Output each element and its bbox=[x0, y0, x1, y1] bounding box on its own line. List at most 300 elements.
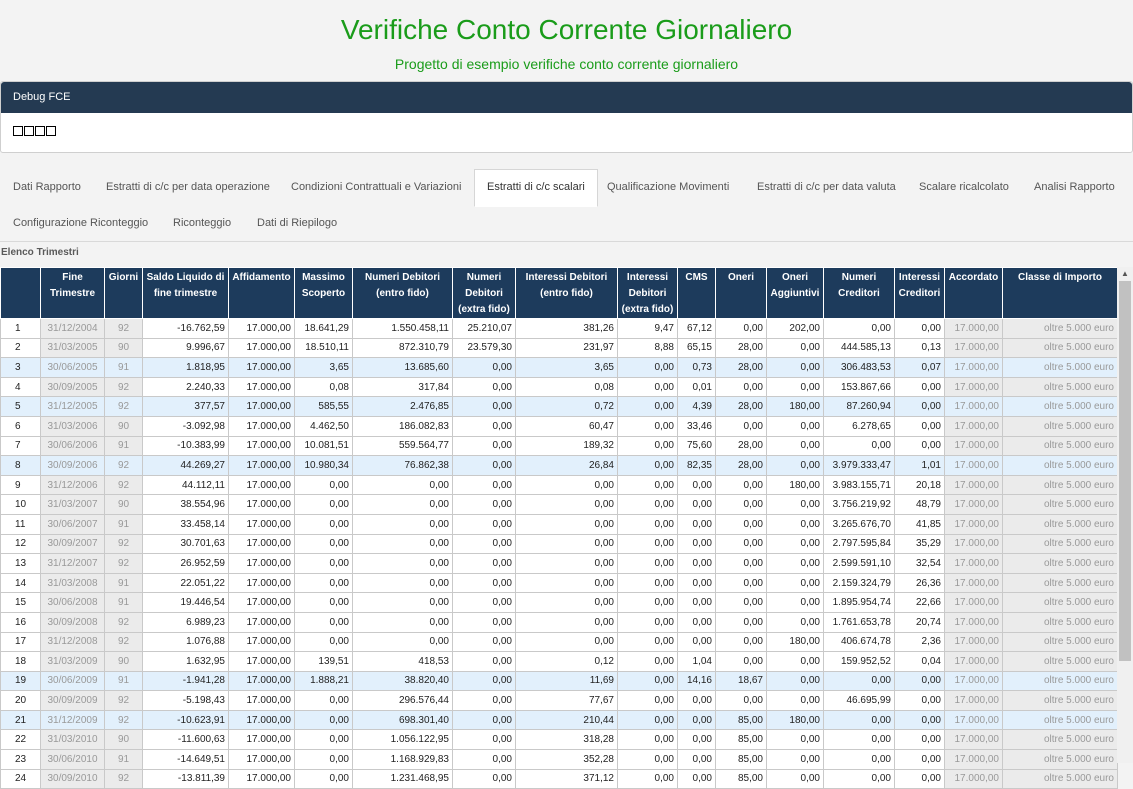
table-cell: 17.000,00 bbox=[229, 514, 295, 534]
column-header[interactable]: Numeri Creditori bbox=[824, 268, 895, 319]
table-cell: oltre 5.000 euro bbox=[1003, 495, 1118, 515]
table-cell: 0,00 bbox=[678, 593, 716, 613]
table-cell: 0,00 bbox=[453, 593, 516, 613]
table-cell: 30/09/2007 bbox=[41, 534, 105, 554]
table-cell: 38.820,40 bbox=[353, 671, 453, 691]
table-cell: 0,00 bbox=[453, 769, 516, 789]
table-cell: 559.564,77 bbox=[353, 436, 453, 456]
table-cell: 44.112,11 bbox=[143, 475, 229, 495]
table-cell: 1 bbox=[1, 319, 41, 339]
table-cell: -14.649,51 bbox=[143, 750, 229, 770]
column-header[interactable]: Classe di Importo bbox=[1003, 268, 1118, 319]
table-cell: 46.695,99 bbox=[824, 691, 895, 711]
table-cell: 180,00 bbox=[767, 632, 824, 652]
table-cell: 3.756.219,92 bbox=[824, 495, 895, 515]
column-header[interactable]: Fine Trimestre bbox=[41, 268, 105, 319]
table-cell: 17.000,00 bbox=[945, 612, 1003, 632]
table-cell: 33.458,14 bbox=[143, 514, 229, 534]
tab-riconteggio[interactable]: Riconteggio bbox=[173, 217, 232, 229]
table-cell: 17.000,00 bbox=[229, 632, 295, 652]
column-header[interactable]: CMS bbox=[678, 268, 716, 319]
table-cell: 17.000,00 bbox=[945, 671, 1003, 691]
table-cell: 30/09/2008 bbox=[41, 612, 105, 632]
table-row[interactable] bbox=[1, 397, 1118, 417]
table-cell: 17.000,00 bbox=[945, 475, 1003, 495]
table-cell: 23.579,30 bbox=[453, 338, 516, 358]
scrollbar-thumb[interactable] bbox=[1119, 281, 1131, 661]
table-cell: 0,00 bbox=[295, 730, 353, 750]
table-cell: 1.818,95 bbox=[143, 358, 229, 378]
table-cell: 11,69 bbox=[516, 671, 618, 691]
table-cell: 22,66 bbox=[895, 593, 945, 613]
table-cell: 17.000,00 bbox=[945, 358, 1003, 378]
table-cell: 0,00 bbox=[516, 612, 618, 632]
table-cell: 406.674,78 bbox=[824, 632, 895, 652]
table-cell: 0,00 bbox=[618, 554, 678, 574]
column-header[interactable]: Accordato bbox=[945, 268, 1003, 319]
table-cell: 0,00 bbox=[767, 456, 824, 476]
table-row[interactable] bbox=[1, 730, 1118, 750]
table-cell: 0,00 bbox=[716, 632, 767, 652]
table-cell: 0,00 bbox=[353, 593, 453, 613]
table-row[interactable] bbox=[1, 710, 1118, 730]
table-cell: 0,13 bbox=[895, 338, 945, 358]
table-row[interactable] bbox=[1, 652, 1118, 672]
table-cell: 0,00 bbox=[453, 456, 516, 476]
table-cell: -10.383,99 bbox=[143, 436, 229, 456]
table-cell: 0,00 bbox=[453, 377, 516, 397]
table-cell: 0,00 bbox=[895, 730, 945, 750]
table-cell: 17.000,00 bbox=[945, 377, 1003, 397]
scroll-up-icon[interactable]: ▲ bbox=[1121, 269, 1129, 278]
table-cell: 0,00 bbox=[678, 495, 716, 515]
table-cell: 28,00 bbox=[716, 456, 767, 476]
table-cell: 0,00 bbox=[678, 554, 716, 574]
table-cell: 0,00 bbox=[767, 671, 824, 691]
table-cell: 0,00 bbox=[295, 750, 353, 770]
debug-panel bbox=[0, 81, 1133, 153]
table-cell: 31/03/2010 bbox=[41, 730, 105, 750]
table-cell: 91 bbox=[105, 514, 143, 534]
table-cell: 159.952,52 bbox=[824, 652, 895, 672]
table-cell: 91 bbox=[105, 750, 143, 770]
table-cell: 180,00 bbox=[767, 475, 824, 495]
table-cell: 25.210,07 bbox=[453, 319, 516, 339]
table-cell: 0,00 bbox=[353, 475, 453, 495]
table-cell: 698.301,40 bbox=[353, 710, 453, 730]
table-cell: 0,00 bbox=[716, 377, 767, 397]
table-cell: 0,00 bbox=[716, 416, 767, 436]
table-cell: 0,00 bbox=[767, 377, 824, 397]
table-cell: oltre 5.000 euro bbox=[1003, 534, 1118, 554]
table-cell: 0,00 bbox=[353, 514, 453, 534]
table-cell: -3.092,98 bbox=[143, 416, 229, 436]
table-cell: 8 bbox=[1, 456, 41, 476]
table-cell: 1.632,95 bbox=[143, 652, 229, 672]
table-cell: 17 bbox=[1, 632, 41, 652]
table-cell: 0,00 bbox=[767, 338, 824, 358]
table-cell: 0,07 bbox=[895, 358, 945, 378]
table-cell: 0,00 bbox=[716, 475, 767, 495]
table-cell: 23 bbox=[1, 750, 41, 770]
table-cell: 90 bbox=[105, 338, 143, 358]
table-cell: 3.979.333,47 bbox=[824, 456, 895, 476]
table-cell: 0,00 bbox=[767, 750, 824, 770]
table-cell: 28,00 bbox=[716, 397, 767, 417]
table-cell: 0,00 bbox=[295, 475, 353, 495]
table-cell: 0,00 bbox=[767, 514, 824, 534]
table-cell: 17.000,00 bbox=[229, 573, 295, 593]
table-cell: oltre 5.000 euro bbox=[1003, 475, 1118, 495]
table-cell: 0,00 bbox=[516, 632, 618, 652]
tab-dati-riepilogo[interactable]: Dati di Riepilogo bbox=[257, 217, 338, 229]
table-row[interactable] bbox=[1, 691, 1118, 711]
table-cell: 30/09/2010 bbox=[41, 769, 105, 789]
table-row[interactable] bbox=[1, 612, 1118, 632]
table-row[interactable] bbox=[1, 436, 1118, 456]
table-cell: 0,00 bbox=[453, 554, 516, 574]
table-cell: 92 bbox=[105, 691, 143, 711]
table-cell: 0,00 bbox=[618, 397, 678, 417]
table-cell: 1.550.458,11 bbox=[353, 319, 453, 339]
table-row[interactable] bbox=[1, 632, 1118, 652]
table-cell: 4 bbox=[1, 377, 41, 397]
table-cell: 35,29 bbox=[895, 534, 945, 554]
table-cell: 0,00 bbox=[767, 769, 824, 789]
table-cell: 0,00 bbox=[618, 769, 678, 789]
table-row[interactable] bbox=[1, 358, 1118, 378]
table-row[interactable] bbox=[1, 514, 1118, 534]
table-cell: 17.000,00 bbox=[945, 710, 1003, 730]
table-cell: oltre 5.000 euro bbox=[1003, 652, 1118, 672]
table-cell: 0,00 bbox=[895, 671, 945, 691]
tab-condizioni-contrattuali[interactable]: Condizioni Contrattuali e Variazioni bbox=[291, 181, 462, 193]
table-cell: 0,12 bbox=[516, 652, 618, 672]
table-cell: 2 bbox=[1, 338, 41, 358]
table-cell: 0,00 bbox=[767, 416, 824, 436]
table-cell: 0,00 bbox=[716, 691, 767, 711]
tab-estratti-data-valuta[interactable]: Estratti di c/c per data valuta bbox=[757, 181, 896, 193]
table-cell: 17.000,00 bbox=[945, 652, 1003, 672]
table-cell: 30/06/2006 bbox=[41, 436, 105, 456]
table-cell: 0,00 bbox=[453, 475, 516, 495]
table-cell: 92 bbox=[105, 456, 143, 476]
table-cell: 17.000,00 bbox=[945, 495, 1003, 515]
table-cell: 31/03/2007 bbox=[41, 495, 105, 515]
table-cell: 17.000,00 bbox=[229, 730, 295, 750]
table-cell: 1.168.929,83 bbox=[353, 750, 453, 770]
table-cell: oltre 5.000 euro bbox=[1003, 632, 1118, 652]
table-cell: 0,00 bbox=[618, 632, 678, 652]
table-cell: 0,00 bbox=[618, 593, 678, 613]
table-cell: 0,00 bbox=[353, 612, 453, 632]
column-header[interactable]: Interessi Creditori bbox=[895, 268, 945, 319]
table-cell: oltre 5.000 euro bbox=[1003, 730, 1118, 750]
column-header[interactable]: Interessi Debitori (entro fido) bbox=[516, 268, 618, 319]
table-row[interactable] bbox=[1, 456, 1118, 476]
table-cell: oltre 5.000 euro bbox=[1003, 514, 1118, 534]
table-row[interactable] bbox=[1, 319, 1118, 339]
table-cell: 17.000,00 bbox=[229, 710, 295, 730]
table-cell: 20,18 bbox=[895, 475, 945, 495]
table-cell: 0,00 bbox=[295, 554, 353, 574]
column-header[interactable]: Saldo Liquido di fine trimestre bbox=[143, 268, 229, 319]
table-cell: oltre 5.000 euro bbox=[1003, 769, 1118, 789]
table-cell: 13 bbox=[1, 554, 41, 574]
table-cell: 0,00 bbox=[453, 730, 516, 750]
table-cell: 5 bbox=[1, 397, 41, 417]
table-cell: 0,00 bbox=[618, 671, 678, 691]
table-cell: 585,55 bbox=[295, 397, 353, 417]
table-row[interactable] bbox=[1, 671, 1118, 691]
table-cell: 0,00 bbox=[678, 475, 716, 495]
table-cell: 17.000,00 bbox=[229, 534, 295, 554]
table-cell: 60,47 bbox=[516, 416, 618, 436]
table-cell: 17.000,00 bbox=[945, 769, 1003, 789]
table-cell: 377,57 bbox=[143, 397, 229, 417]
table-cell: 17.000,00 bbox=[945, 632, 1003, 652]
table-cell: 17.000,00 bbox=[229, 652, 295, 672]
table-cell: 0,00 bbox=[895, 397, 945, 417]
table-row[interactable] bbox=[1, 475, 1118, 495]
table-cell: 30/09/2005 bbox=[41, 377, 105, 397]
column-header[interactable]: Massimo Scoperto bbox=[295, 268, 353, 319]
table-cell: oltre 5.000 euro bbox=[1003, 710, 1118, 730]
table-cell: 0,00 bbox=[618, 534, 678, 554]
table-cell: 0,00 bbox=[618, 750, 678, 770]
table-cell: 0,00 bbox=[453, 436, 516, 456]
table-cell: 0,00 bbox=[618, 573, 678, 593]
table-cell: 31/03/2005 bbox=[41, 338, 105, 358]
tab-estratti-data-operazione[interactable]: Estratti di c/c per data operazione bbox=[106, 181, 270, 193]
table-cell: 0,00 bbox=[824, 319, 895, 339]
table-cell: 872.310,79 bbox=[353, 338, 453, 358]
table-cell: 0,00 bbox=[295, 612, 353, 632]
table-cell: 153.867,66 bbox=[824, 377, 895, 397]
column-header[interactable]: Numeri Debitori (entro fido) bbox=[353, 268, 453, 319]
table-cell: 0,00 bbox=[678, 750, 716, 770]
table-cell: 17.000,00 bbox=[229, 769, 295, 789]
column-header[interactable]: Giorni bbox=[105, 268, 143, 319]
table-cell: 0,00 bbox=[618, 436, 678, 456]
table-cell: 91 bbox=[105, 573, 143, 593]
table-row[interactable] bbox=[1, 769, 1118, 789]
table-cell: oltre 5.000 euro bbox=[1003, 691, 1118, 711]
table-cell: 17.000,00 bbox=[229, 593, 295, 613]
table-cell: 48,79 bbox=[895, 495, 945, 515]
table-cell: 0,00 bbox=[824, 769, 895, 789]
table-cell: 17.000,00 bbox=[945, 416, 1003, 436]
table-cell: 0,00 bbox=[516, 475, 618, 495]
table-cell: 30/06/2008 bbox=[41, 593, 105, 613]
table-cell: 92 bbox=[105, 554, 143, 574]
table-cell: 2.159.324,79 bbox=[824, 573, 895, 593]
table-scrollbar[interactable] bbox=[1117, 267, 1133, 763]
table-cell: 3.265.676,70 bbox=[824, 514, 895, 534]
table-cell: 352,28 bbox=[516, 750, 618, 770]
table-cell: 17.000,00 bbox=[945, 593, 1003, 613]
column-header[interactable]: Oneri bbox=[716, 268, 767, 319]
table-cell: 17.000,00 bbox=[229, 554, 295, 574]
table-cell: 1.761.653,78 bbox=[824, 612, 895, 632]
table-cell: 17.000,00 bbox=[229, 358, 295, 378]
table-cell: 65,15 bbox=[678, 338, 716, 358]
table-cell: 0,00 bbox=[516, 593, 618, 613]
table-cell: oltre 5.000 euro bbox=[1003, 338, 1118, 358]
table-cell: 0,00 bbox=[824, 750, 895, 770]
table-cell: 13.685,60 bbox=[353, 358, 453, 378]
table-cell: 17.000,00 bbox=[945, 730, 1003, 750]
table-cell: oltre 5.000 euro bbox=[1003, 612, 1118, 632]
table-cell: 0,00 bbox=[353, 495, 453, 515]
table-cell: 186.082,83 bbox=[353, 416, 453, 436]
table-cell: 0,00 bbox=[618, 475, 678, 495]
trimestri-table-container[interactable] bbox=[0, 267, 1117, 785]
table-cell: 17.000,00 bbox=[945, 338, 1003, 358]
debug-panel-title: Debug FCE bbox=[1, 82, 1132, 113]
table-cell: 10.081,51 bbox=[295, 436, 353, 456]
table-cell: 26,36 bbox=[895, 573, 945, 593]
tab-configurazione-riconteggio[interactable]: Configurazione Riconteggio bbox=[13, 217, 149, 229]
table-cell: 0,00 bbox=[716, 612, 767, 632]
table-cell: 28,00 bbox=[716, 436, 767, 456]
table-cell: oltre 5.000 euro bbox=[1003, 573, 1118, 593]
table-cell: 1,04 bbox=[678, 652, 716, 672]
table-row[interactable] bbox=[1, 593, 1118, 613]
table-cell: 17.000,00 bbox=[945, 534, 1003, 554]
table-cell: 189,32 bbox=[516, 436, 618, 456]
tab-dati-rapporto[interactable]: Dati Rapporto bbox=[13, 181, 81, 193]
table-cell: 26,84 bbox=[516, 456, 618, 476]
table-cell: 0,00 bbox=[716, 534, 767, 554]
table-cell: 19 bbox=[1, 671, 41, 691]
table-row[interactable] bbox=[1, 377, 1118, 397]
table-cell: 31/12/2009 bbox=[41, 710, 105, 730]
table-cell: 31/12/2005 bbox=[41, 397, 105, 417]
tab-estratti-scalari[interactable]: Estratti di c/c scalari bbox=[474, 169, 598, 207]
table-cell: 0,00 bbox=[678, 769, 716, 789]
table-cell: 17.000,00 bbox=[229, 495, 295, 515]
table-cell: 15 bbox=[1, 593, 41, 613]
table-cell: 318,28 bbox=[516, 730, 618, 750]
table-cell: 10 bbox=[1, 495, 41, 515]
table-cell: 20 bbox=[1, 691, 41, 711]
table-row[interactable] bbox=[1, 416, 1118, 436]
table-cell: 202,00 bbox=[767, 319, 824, 339]
table-cell: 0,00 bbox=[453, 691, 516, 711]
table-cell: 0,00 bbox=[353, 573, 453, 593]
table-cell: 0,72 bbox=[516, 397, 618, 417]
table-cell: 317,84 bbox=[353, 377, 453, 397]
table-cell: 0,00 bbox=[895, 436, 945, 456]
table-cell: oltre 5.000 euro bbox=[1003, 377, 1118, 397]
table-row[interactable] bbox=[1, 338, 1118, 358]
tab-scalare-ricalcolato[interactable]: Scalare ricalcolato bbox=[919, 181, 1009, 193]
table-cell: 0,00 bbox=[678, 573, 716, 593]
table-cell: 77,67 bbox=[516, 691, 618, 711]
table-cell: 17.000,00 bbox=[229, 750, 295, 770]
table-cell: -5.198,43 bbox=[143, 691, 229, 711]
table-cell: 91 bbox=[105, 593, 143, 613]
table-row[interactable] bbox=[1, 750, 1118, 770]
table-cell: 0,00 bbox=[453, 710, 516, 730]
table-cell: 85,00 bbox=[716, 769, 767, 789]
table-cell: 30/09/2009 bbox=[41, 691, 105, 711]
table-row[interactable] bbox=[1, 554, 1118, 574]
table-cell: 1,01 bbox=[895, 456, 945, 476]
table-cell: 12 bbox=[1, 534, 41, 554]
table-cell: 30/06/2010 bbox=[41, 750, 105, 770]
table-cell: 19.446,54 bbox=[143, 593, 229, 613]
table-cell: 38.554,96 bbox=[143, 495, 229, 515]
table-cell: 9 bbox=[1, 475, 41, 495]
table-cell: 0,00 bbox=[516, 534, 618, 554]
table-row[interactable] bbox=[1, 534, 1118, 554]
table-cell: 90 bbox=[105, 416, 143, 436]
table-cell: 0,00 bbox=[453, 671, 516, 691]
table-cell: 2.240,33 bbox=[143, 377, 229, 397]
table-cell: 18 bbox=[1, 652, 41, 672]
table-cell: 90 bbox=[105, 730, 143, 750]
table-cell: 0,00 bbox=[453, 416, 516, 436]
table-cell: 231,97 bbox=[516, 338, 618, 358]
column-header[interactable]: Numeri Debitori (extra fido) bbox=[453, 268, 516, 319]
column-header[interactable] bbox=[1, 268, 41, 319]
table-cell: -13.811,39 bbox=[143, 769, 229, 789]
table-row[interactable] bbox=[1, 573, 1118, 593]
table-cell: 0,00 bbox=[453, 358, 516, 378]
column-header[interactable]: Interessi Debitori (extra fido) bbox=[618, 268, 678, 319]
table-cell: oltre 5.000 euro bbox=[1003, 671, 1118, 691]
tab-qualificazione-movimenti[interactable]: Qualificazione Movimenti bbox=[607, 181, 730, 193]
table-cell: 0,00 bbox=[618, 691, 678, 711]
table-cell: 17.000,00 bbox=[229, 319, 295, 339]
table-cell: 0,00 bbox=[453, 652, 516, 672]
table-cell: 31/12/2008 bbox=[41, 632, 105, 652]
table-cell: 0,00 bbox=[767, 730, 824, 750]
table-cell: 28,00 bbox=[716, 358, 767, 378]
tab-analisi-rapporto[interactable]: Analisi Rapporto bbox=[1034, 181, 1115, 193]
table-cell: 0,00 bbox=[618, 514, 678, 534]
table-cell: 14 bbox=[1, 573, 41, 593]
table-cell: 0,00 bbox=[767, 358, 824, 378]
table-cell: oltre 5.000 euro bbox=[1003, 456, 1118, 476]
table-cell: 30/09/2006 bbox=[41, 456, 105, 476]
column-header[interactable]: Oneri Aggiuntivi bbox=[767, 268, 824, 319]
table-cell: 31/03/2006 bbox=[41, 416, 105, 436]
column-header[interactable]: Affidamento bbox=[229, 268, 295, 319]
table-row[interactable] bbox=[1, 495, 1118, 515]
table-cell: 17.000,00 bbox=[229, 377, 295, 397]
table-cell: 18,67 bbox=[716, 671, 767, 691]
table-cell: 2.797.595,84 bbox=[824, 534, 895, 554]
table-cell: 11 bbox=[1, 514, 41, 534]
table-cell: 0,00 bbox=[295, 691, 353, 711]
table-cell: 3 bbox=[1, 358, 41, 378]
table-cell: 0,00 bbox=[618, 495, 678, 515]
table-cell: 14,16 bbox=[678, 671, 716, 691]
table-cell: -10.623,91 bbox=[143, 710, 229, 730]
table-cell: 0,00 bbox=[295, 573, 353, 593]
table-cell: 0,00 bbox=[618, 652, 678, 672]
table-cell: -1.941,28 bbox=[143, 671, 229, 691]
table-cell: 20,74 bbox=[895, 612, 945, 632]
table-cell: 82,35 bbox=[678, 456, 716, 476]
table-cell: 0,00 bbox=[678, 632, 716, 652]
table-cell: 0,00 bbox=[895, 416, 945, 436]
table-cell: 0,00 bbox=[453, 495, 516, 515]
table-cell: 0,00 bbox=[767, 554, 824, 574]
